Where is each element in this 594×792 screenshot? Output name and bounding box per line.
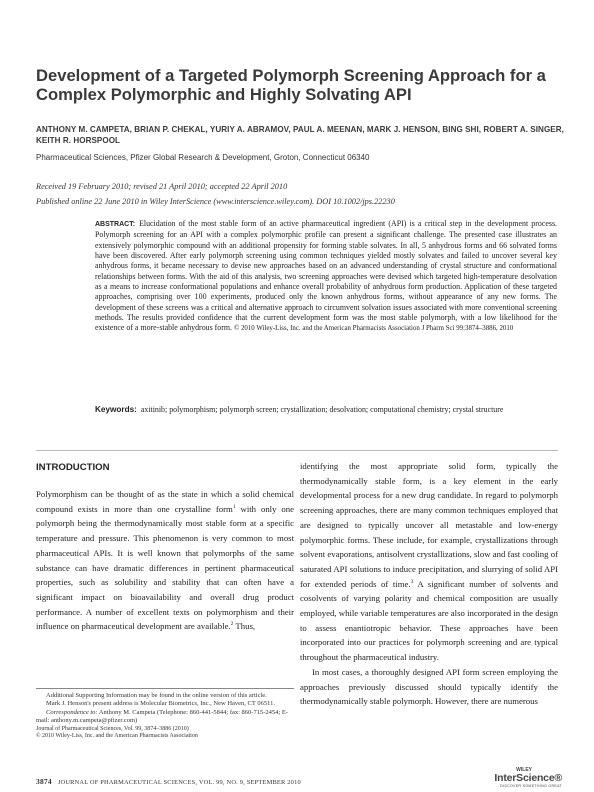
intro-text-d: identifying the most appropriate solid form, typically the thermodynamically stable form, is a key element in the early developmental process for a new drug candidate. In regard to polymorph screening approaches, there are many common techniques employed that are designed to typically uncover all metastable and low-energy polymorphic forms. These include, for example, crystallizations through solvent evaporations, antisolvent crystallizations, slow and fast cooling of saturated API solutions to induce precipitation, and slurrying of solid API for extended periods of time.: [300, 461, 558, 589]
intro-text-b: with only one polymorph being the thermodynamically most stable form at a specific temperature and pressure. This phenomenon is very common to most pharmaceutical APIs. It is well known that polymorphs of the same substance can have dramatic differences in pertinent pharmaceutical properties, such as solubility and stability that can often have a significant impact on bioavailability and overall drug product performance. A number of excellent texts on polymorphism and their influence on pharmaceutical development are available.: [36, 503, 294, 632]
footnotes: [36, 692, 294, 741]
abstract-copyright: © 2010 Wiley-Liss, Inc. and the American Pharmacists Association J Pharm Sci 99:3874–3886, 2010: [233, 325, 514, 333]
abstract-label: ABSTRACT:: [95, 221, 136, 228]
wiley-interscience-logo: [482, 767, 562, 789]
correspondence-text: Anthony M. Campeta (Telephone: 860-441-5844; fax: 860-715-2454; E-mail: anthony.m.campeta@pfizer.com): [36, 708, 288, 725]
abstract: [95, 219, 557, 335]
citation-1: 1: [232, 503, 236, 510]
left-column: [36, 487, 294, 634]
intro-text-c: Thus,: [233, 621, 256, 632]
page-number: 3874: [36, 777, 52, 786]
section-heading-introduction: INTRODUCTION: [36, 462, 110, 473]
intro-paragraph-1: [36, 487, 294, 634]
logo-wiley: WILEY: [516, 767, 532, 773]
author-list: ANTHONY M. CAMPETA, BRIAN P. CHEKAL, YURIY A. ABRAMOV, PAUL A. MEENAN, MARK J. HENSON, BING SHI, ROBERT A. SINGER, KEITH R. HORSPOOL: [36, 125, 564, 145]
intro-text-a: Polymorphism can be thought of as the state in which a solid chemical compound exists in more than one crystalline form: [36, 489, 294, 514]
logo-tagline: DISCOVER SOMETHING GREAT: [500, 784, 562, 788]
citation-2: 2: [230, 621, 234, 628]
keywords-label: Keywords:: [95, 405, 137, 414]
citation-3: 3: [410, 578, 414, 585]
footnote-journal: Journal of Pharmaceutical Sciences, Vol. 99, 3874–3886 (2010): [36, 725, 189, 732]
running-journal-title: JOURNAL OF PHARMACEUTICAL SCIENCES, VOL. 99, NO. 9, SEPTEMBER 2010: [57, 779, 301, 786]
footnote-supporting: Additional Supporting Information may be found in the online version of this article.: [46, 692, 267, 699]
correspondence-label: Correspondence to:: [46, 708, 98, 716]
keywords-text: axitinib; polymorphism; polymorph screen; crystallization; desolvation; computational chemistry; crystal structure: [140, 405, 504, 414]
abstract-text: Elucidation of the most stable form of an active pharmaceutical ingredient (API) is a critical step in the development process. Polymorph screening for an API with a complex polymorphic profile can present a significant challenge. The presented case illustrates an extensively polymorphic compound with an additional propensity for forming stable solvates. In all, 5 anhydrous forms and 66 solvated forms have been discovered. After early polymorph screening using common techniques yielded mostly solvates and failed to uncover several key anhydrous forms, it became necessary to devise new approaches based on an advanced understanding of crystal structure and conformational relationships between forms. With the aid of this analysis, two screening approaches were devised which targeted high-temperature desolvation as a means to increase conformational populations and enhance overall probability of anhydrous form production. Application of these targeted approaches, comprising over 100 experiments, produced only the known anhydrous forms, without appearance of any new forms. The development of these screens was a critical and alternative approach to circumvent solvation issues associated with more conventional screening methods. The results provided confidence that the current development form was the most stable polymorph, with a low likelihood for the existence of a more-stable anhydrous form.: [95, 219, 557, 333]
logo-brand: InterScience®: [494, 772, 562, 784]
article-title: Development of a Targeted Polymorph Screening Approach for a Complex Polymorphic and Highly Solvating API: [36, 66, 546, 104]
footnote-henson: Mark J. Henson's present address is Molecular Biometrics, Inc., New Haven, CT 06511.: [46, 700, 275, 708]
footnote-rule: [36, 688, 294, 689]
right-column: [300, 459, 558, 709]
intro-paragraph-1-continued: [300, 459, 558, 665]
footnote-copyright: © 2010 Wiley-Liss, Inc. and the American Pharmacists Association: [36, 733, 198, 740]
publication-info: Published online 22 June 2010 in Wiley InterScience (www.interscience.wiley.com). DOI 10.1002/jps.22230: [36, 197, 395, 206]
page-footer: [36, 777, 301, 786]
intro-text-e: A significant number of solvents and cosolvents of varying polarity and chemical composition are usually employed, while variable temperatures are also incorporated in the design to assess enantiotropic behavior. These approaches have been incorporated into our practices for polymorph screening and are typical throughout the pharmaceutical industry.: [300, 578, 558, 663]
footnote-correspondence: [36, 709, 294, 726]
intro-paragraph-2: In most cases, a thoroughly designed API form screen employing the approaches previously discussed should typically identify the thermodynamically stable polymorph. However, there are numerous: [300, 666, 558, 707]
affiliation: Pharmaceutical Sciences, Pfizer Global Research & Development, Groton, Connecticut 06340: [36, 153, 370, 162]
footnote-block: [36, 688, 294, 741]
history-dates: Received 19 February 2010; revised 21 April 2010; accepted 22 April 2010: [36, 182, 288, 191]
section-divider: [36, 450, 558, 451]
keywords: [95, 405, 557, 416]
